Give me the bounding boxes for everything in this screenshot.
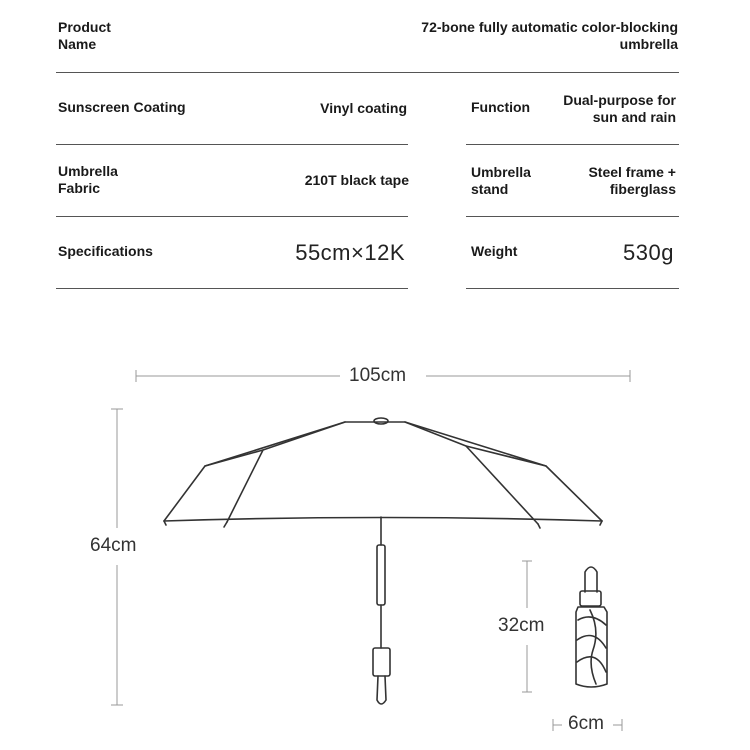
- open-height-label: 64cm: [90, 535, 137, 556]
- function-value: Dual-purpose for sun and rain: [563, 92, 676, 125]
- stand-label: Umbrella stand: [471, 164, 531, 197]
- open-umbrella-icon: [164, 418, 602, 704]
- stand-value: Steel frame + fiberglass: [588, 164, 676, 197]
- fabric-label: Umbrella Fabric: [58, 163, 118, 196]
- folded-umbrella-icon: [576, 567, 607, 687]
- specifications-value: 55cm×12K: [295, 240, 405, 265]
- specifications-label: Specifications: [58, 243, 153, 259]
- sunscreen-label: Sunscreen Coating: [58, 99, 186, 115]
- sunscreen-value: Vinyl coating: [320, 100, 407, 116]
- function-label: Function: [471, 99, 531, 115]
- open-width-label: 105cm: [349, 365, 407, 386]
- weight-value: 530g: [623, 240, 674, 265]
- product-name-value: 72-bone fully automatic color-blocking umbrella: [421, 19, 678, 52]
- product-name-label: Product Name: [58, 19, 111, 52]
- fabric-value: 210T black tape: [304, 172, 409, 188]
- folded-height-label: 32cm: [498, 615, 545, 636]
- folded-width-label: 6cm: [568, 713, 604, 734]
- height-dimension-line: [111, 409, 123, 705]
- weight-label: Weight: [471, 243, 518, 259]
